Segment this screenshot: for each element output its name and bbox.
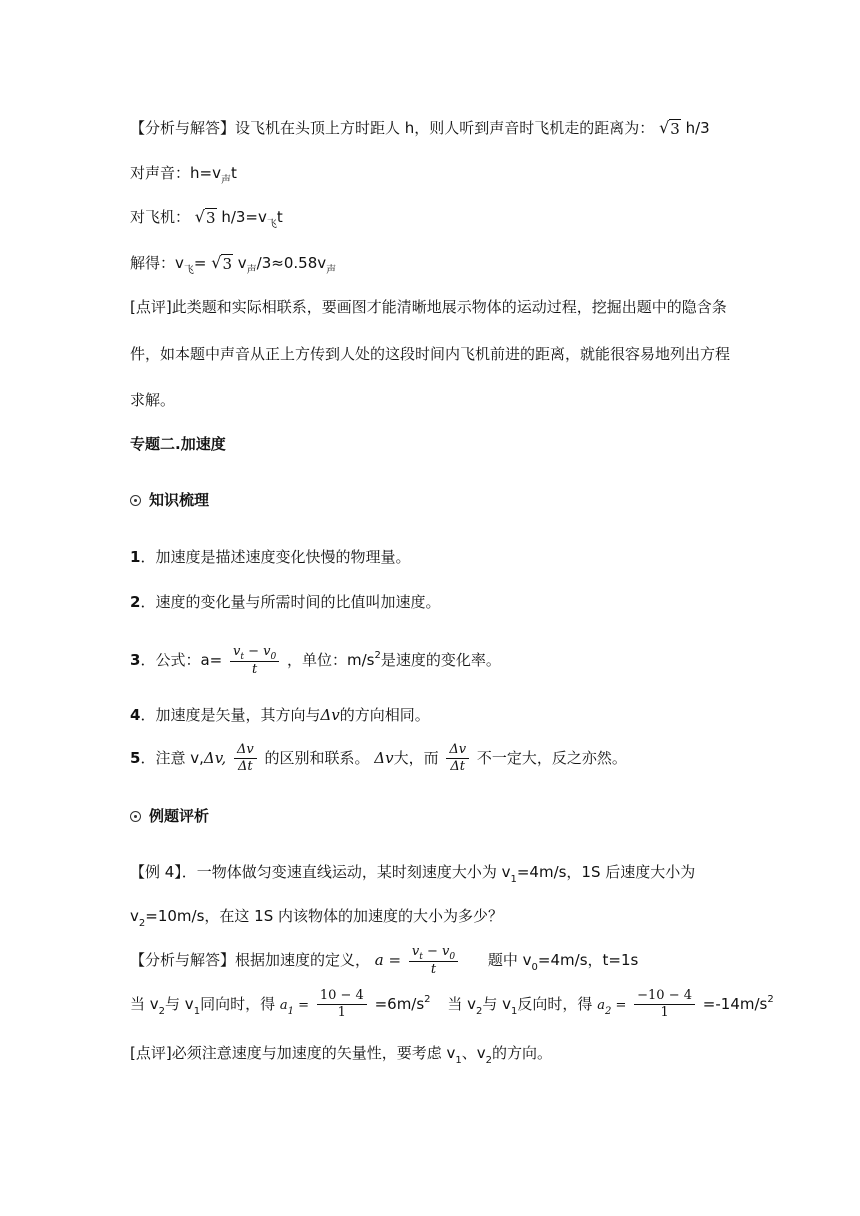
denominator: t [430, 961, 437, 977]
dv-dt-fraction [234, 742, 257, 775]
var: v [442, 943, 450, 959]
text: =10m/s，在这 1S 内该物体的加速度的大小为多少？ [145, 907, 504, 925]
numerator: 10 − 4 [319, 988, 364, 1003]
text: h/3=v [221, 208, 267, 226]
sqrt-expression: √ 3 [211, 253, 232, 273]
operator: = [294, 998, 310, 1013]
point-4 [130, 705, 430, 725]
subscript: 2 [485, 1055, 492, 1066]
sqrt-expression: √ 3 [194, 207, 216, 227]
subscript: 1 [287, 1006, 294, 1017]
heading-text: 知识梳理 [149, 491, 210, 509]
text: 大，而 [393, 749, 439, 767]
text: 与 v [482, 995, 512, 1013]
text: v [237, 254, 247, 272]
point-number: 4 [130, 706, 141, 724]
var: v [263, 643, 271, 659]
text: 当 v [130, 995, 159, 1013]
point-number: 5 [130, 749, 141, 767]
subscript: 声 [246, 265, 257, 276]
text: ．公式：a= [140, 651, 223, 669]
text: 的方向。 [492, 1044, 553, 1062]
subscript: 1 [511, 1006, 518, 1017]
text: = [193, 254, 207, 272]
heading-knowledge [130, 490, 209, 510]
text: ．加速度是矢量，其方向与 [140, 706, 321, 724]
numerator: Δv [236, 742, 254, 757]
example-analysis [130, 940, 638, 983]
sqrt-arg: 3 [206, 209, 216, 227]
text: h/3 [685, 119, 710, 137]
subscript: 声 [220, 175, 231, 186]
subscript: 1 [455, 1055, 462, 1066]
point-5 [130, 738, 627, 778]
subscript: 0 [531, 962, 538, 973]
var: v [232, 643, 241, 659]
denominator: Δt [237, 759, 253, 774]
subscript: t [419, 951, 423, 962]
sound-equation [130, 163, 237, 186]
operator: − [243, 643, 264, 659]
comment-line-2: 件，如本题中声音从正上方传到人处的这段时间内飞机前进的距离，就能很容易地列出方程 [130, 345, 731, 363]
subscript: 声 [326, 265, 337, 276]
subscript: 2 [604, 1006, 612, 1017]
operator: = [611, 998, 627, 1013]
subscript: 1 [193, 1006, 201, 1017]
text: ．注意 v, [140, 749, 204, 767]
var: a [279, 998, 288, 1013]
text: 对飞机： [130, 208, 191, 226]
text: 题中 v [487, 951, 532, 969]
denominator: 1 [337, 1005, 346, 1020]
dv-dt-fraction [446, 742, 469, 775]
delta-v: Δv, [203, 749, 227, 767]
text: =6m/s [374, 995, 425, 1013]
example-line-1 [130, 862, 695, 885]
point-3 [130, 640, 501, 683]
var: v [411, 943, 420, 959]
comment-line-1: [点评]此类题和实际相联系，要画图才能清晰地展示物体的运动过程，挖掘出题中的隐含条 [130, 298, 727, 316]
superscript: 2 [374, 650, 381, 661]
text: 【例 4】．一物体做匀变速直线运动，某时刻速度大小为 v [130, 863, 511, 881]
text: 当 v [447, 995, 476, 1013]
text: 对声音：h=v [130, 164, 221, 182]
text: [点评]必须注意速度与加速度的矢量性，要考虑 v [130, 1044, 456, 1062]
subscript: 2 [158, 1006, 166, 1017]
numerator: Δv [449, 742, 467, 757]
point-number: 1 [130, 548, 141, 566]
acceleration-formula [230, 644, 279, 678]
point-1 [130, 547, 410, 567]
text: 、v [461, 1044, 486, 1062]
text: 【分析与解答】根据加速度的定义， [130, 951, 371, 969]
circle-bullet-icon [130, 811, 141, 822]
plane-equation [130, 207, 283, 230]
delta-v: Δv [374, 749, 394, 767]
subscript: t [240, 651, 244, 662]
text: 解得：v [130, 254, 184, 272]
section-title: 专题二.加速度 [130, 435, 226, 453]
comment-vector [130, 1043, 552, 1066]
denominator: t [251, 661, 258, 677]
text: 不一定大，反之亦然。 [476, 749, 627, 767]
text: 同向时，得 [200, 995, 276, 1013]
text: 的区别和联系。 [264, 749, 370, 767]
same-direction-fraction [317, 988, 367, 1021]
subscript: 0 [449, 951, 456, 962]
opposite-direction-fraction [634, 988, 695, 1021]
text: =4m/s，t=1s [537, 951, 639, 969]
subscript: 2 [475, 1006, 483, 1017]
text: ，单位：m/s [287, 651, 375, 669]
direction-cases [130, 984, 774, 1027]
point-2 [130, 592, 440, 612]
delta-v: Δv [320, 706, 340, 724]
point-number: 2 [130, 593, 141, 611]
text: t [276, 208, 283, 226]
text: t [230, 164, 237, 182]
subscript: 飞 [183, 265, 194, 276]
denominator: 1 [660, 1005, 669, 1020]
subscript: 0 [270, 651, 277, 662]
superscript: 2 [424, 994, 431, 1005]
sqrt-expression: √ 3 [659, 118, 680, 138]
text: 反向时，得 [517, 995, 593, 1013]
text: ．速度的变化量与所需时间的比值叫加速度。 [140, 593, 441, 611]
acceleration-formula [409, 944, 458, 978]
sqrt-arg: 3 [670, 120, 680, 138]
text: 与 v [165, 995, 194, 1013]
subscript: 2 [138, 918, 146, 929]
subscript: 1 [510, 874, 517, 885]
text: ．加速度是描述速度变化快慢的物理量。 [140, 548, 411, 566]
sqrt-arg: 3 [222, 255, 232, 273]
text: 的方向相同。 [339, 706, 430, 724]
subscript: 飞 [266, 219, 277, 230]
operator: − [422, 943, 443, 959]
text: /3≈0.58v [256, 254, 327, 272]
heading-examples [130, 806, 209, 826]
var: a [597, 998, 605, 1013]
point-number: 3 [130, 651, 141, 669]
solution-line [130, 253, 336, 276]
denominator: Δt [450, 759, 466, 774]
text: v [130, 907, 139, 925]
circle-bullet-icon [130, 495, 141, 506]
text: =-14m/s [702, 995, 768, 1013]
formula-lhs: a = [374, 951, 402, 969]
comment-line-3: 求解。 [130, 391, 176, 409]
example-line-2 [130, 906, 503, 929]
numerator: −10 − 4 [637, 988, 693, 1003]
text: 【分析与解答】设飞机在头顶上方时距人 h，则人听到声音时飞机走的距离为： [130, 119, 655, 137]
analysis-line-1 [130, 118, 710, 138]
heading-text: 例题评析 [149, 807, 210, 825]
text: 是速度的变化率。 [380, 651, 501, 669]
text: =4m/s，1S 后速度大小为 [516, 863, 696, 881]
superscript: 2 [767, 994, 774, 1005]
